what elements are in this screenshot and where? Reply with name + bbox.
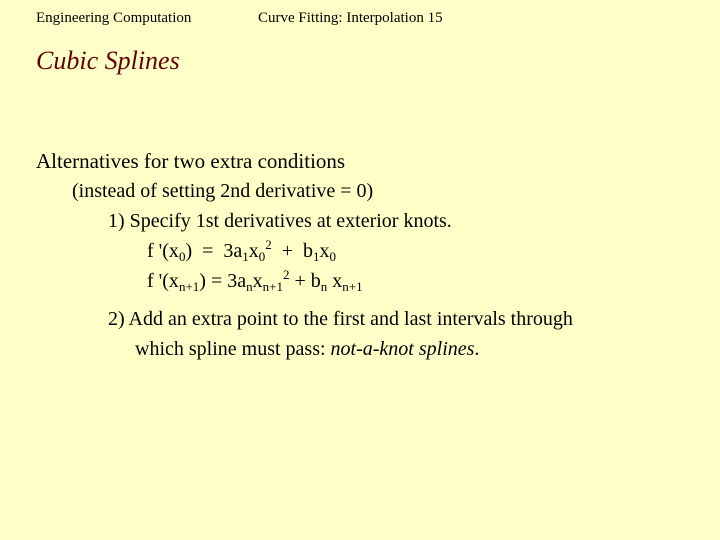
eq1-lhs-sub: 0 [178, 249, 186, 264]
eq2-b-sub: n [320, 279, 328, 294]
course-title: Engineering Computation [36, 10, 192, 26]
eq2-x2: x [327, 270, 343, 292]
eq2-x2-sub: n+1 [342, 279, 363, 294]
eq1-x: x [248, 240, 259, 262]
eq1-mid: ) = 3a [185, 240, 243, 262]
eq1-plus: + b [271, 240, 314, 262]
eq1-a-sub: 1 [242, 249, 249, 264]
eq1-x-sup: 2 [265, 237, 272, 252]
eq1-lhs: f '(x [147, 240, 179, 262]
item-2-line-2 [36, 334, 706, 364]
slide-header: Curve Fitting: Interpolation 15 [258, 10, 443, 26]
eq2-x: x [252, 270, 263, 292]
eq1-x2: x [319, 240, 330, 262]
eq2-mid: ) = 3a [199, 270, 247, 292]
equation-2 [36, 266, 706, 296]
eq1-x-sub: 0 [258, 249, 266, 264]
item-2-text: which spline must pass: [135, 338, 331, 360]
not-a-knot-term: not-a-knot splines [330, 338, 475, 360]
eq2-x-sup: 2 [282, 267, 290, 282]
eq1-b-sub: 1 [313, 249, 320, 264]
alternatives-subheading: (instead of setting 2nd derivative = 0) [72, 180, 374, 202]
eq2-x-sub: n+1 [262, 279, 283, 294]
equation-1 [36, 236, 706, 266]
slide-content [36, 146, 706, 364]
alternatives-heading: Alternatives for two extra conditions [36, 149, 346, 173]
eq2-lhs: f '(x [147, 270, 179, 292]
eq2-lhs-sub: n+1 [178, 279, 200, 294]
eq1-x2-sub: 0 [329, 249, 337, 264]
item-2-line-1: 2) Add an extra point to the first and last intervals through [108, 308, 573, 330]
eq2-a-sub: n [246, 279, 253, 294]
eq2-plus: + b [289, 270, 321, 292]
item-1: 1) Specify 1st derivatives at exterior knots. [108, 210, 452, 232]
slide-title: Cubic Splines [36, 46, 180, 75]
item-2-period: . [474, 338, 480, 360]
